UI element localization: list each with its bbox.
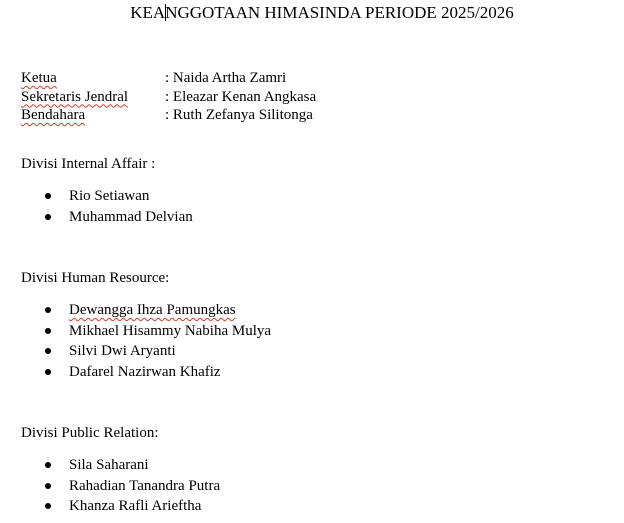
- bullet-icon: [45, 462, 51, 468]
- officer-name: : Ruth Zefanya Silitonga: [165, 107, 313, 123]
- list-item: Khanza Rafli Arieftha: [21, 496, 220, 517]
- officers-list: [21, 69, 316, 125]
- officer-name: : Naida Artha Zamri: [165, 70, 287, 86]
- title-text-start: KEA: [130, 3, 166, 22]
- bullet-icon: [45, 307, 51, 313]
- member-list: [21, 186, 193, 227]
- division-title: Divisi Internal Affair :: [21, 156, 156, 172]
- officer-role: Sekretaris Jendral: [21, 88, 129, 105]
- title-text-end: NGGOTAAN HIMASINDA PERIODE 2025/2026: [165, 3, 514, 22]
- bullet-icon: [45, 369, 51, 375]
- list-item: Dewangga Ihza Pamungkas: [21, 300, 271, 321]
- officer-name: : Eleazar Kenan Angkasa: [165, 88, 317, 105]
- list-item: Rahadian Tanandra Putra: [21, 476, 220, 497]
- officer-row: [21, 106, 316, 125]
- division-title: Divisi Public Relation:: [21, 425, 159, 441]
- officer-row: [21, 69, 316, 88]
- member-list: [21, 300, 271, 383]
- document-title[interactable]: [0, 3, 624, 23]
- list-item: Muhammad Delvian: [21, 207, 193, 228]
- list-item: Sila Saharani: [21, 455, 220, 476]
- bullet-icon: [45, 328, 51, 334]
- bullet-icon: [45, 503, 51, 509]
- officer-role: Bendahara: [21, 107, 86, 123]
- division-public-relation: [21, 424, 220, 517]
- division-title: Divisi Human Resource:: [21, 270, 170, 286]
- bullet-icon: [45, 193, 51, 199]
- list-item: Rio Setiawan: [21, 186, 193, 207]
- division-human-resource: [21, 269, 271, 383]
- bullet-icon: [45, 348, 51, 354]
- list-item: Dafarel Nazirwan Khafiz: [21, 362, 271, 383]
- division-internal-affair: [21, 155, 193, 227]
- list-item: Silvi Dwi Aryanti: [21, 341, 271, 362]
- officer-role: Ketua: [21, 70, 57, 86]
- member-list: [21, 455, 220, 517]
- list-item: Mikhael Hisammy Nabiha Mulya: [21, 321, 271, 342]
- officer-row: [21, 88, 316, 107]
- bullet-icon: [45, 483, 51, 489]
- bullet-icon: [45, 214, 51, 220]
